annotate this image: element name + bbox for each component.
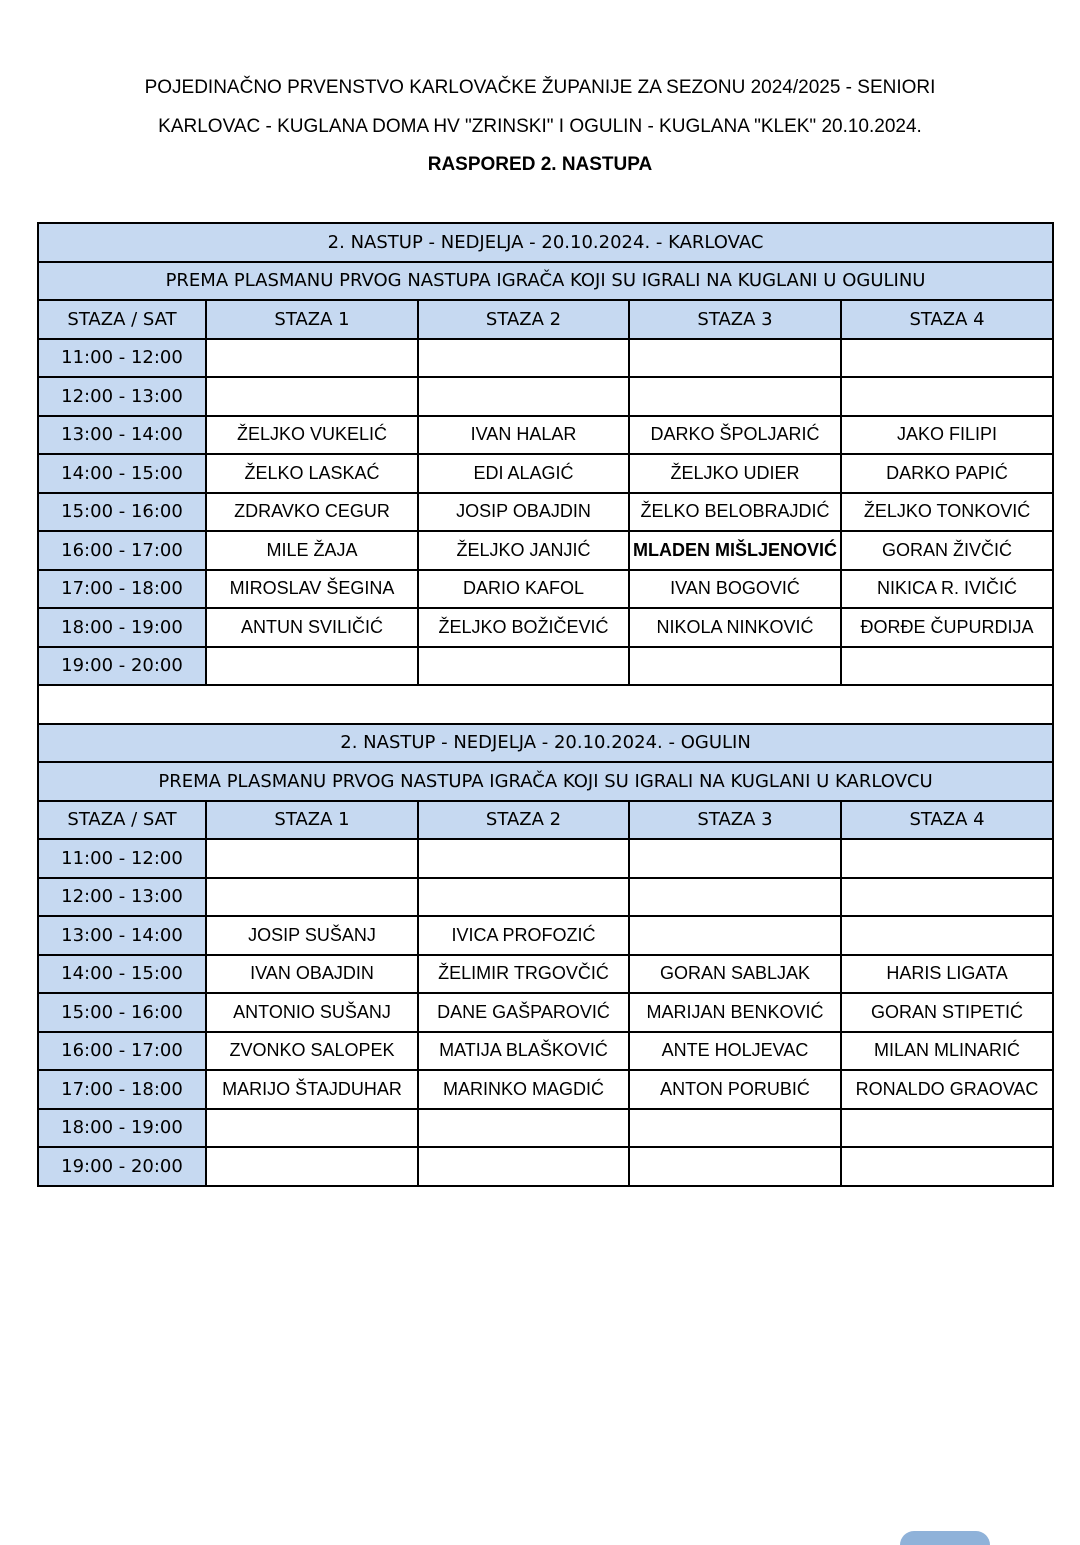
player-cell: ANTONIO SUŠANJ xyxy=(206,993,418,1032)
schedule-table xyxy=(37,222,1054,1187)
player-cell: GORAN STIPETIĆ xyxy=(841,993,1053,1032)
time-slot: 15:00 - 16:00 xyxy=(38,993,206,1032)
player-cell: ŽELJKO TONKOVIĆ xyxy=(841,493,1053,532)
player-cell: MARINKO MAGDIĆ xyxy=(418,1070,629,1109)
table-row xyxy=(38,878,1053,917)
column-header: STAZA 3 xyxy=(629,801,841,840)
player-cell: JOSIP OBAJDIN xyxy=(418,493,629,532)
player-cell: IVAN HALAR xyxy=(418,416,629,455)
ogulin-subtitle-row xyxy=(38,762,1053,801)
table-row xyxy=(38,454,1053,493)
player-cell: MATIJA BLAŠKOVIĆ xyxy=(418,1032,629,1071)
player-cell: DANE GAŠPAROVIĆ xyxy=(418,993,629,1032)
player-cell xyxy=(629,1109,841,1148)
karlovac-header-row xyxy=(38,300,1053,339)
player-cell xyxy=(418,647,629,686)
time-slot: 15:00 - 16:00 xyxy=(38,493,206,532)
table-row xyxy=(38,1070,1053,1109)
table-row xyxy=(38,1109,1053,1148)
player-cell: HARIS LIGATA xyxy=(841,955,1053,994)
time-slot: 17:00 - 18:00 xyxy=(38,570,206,609)
player-cell xyxy=(629,647,841,686)
time-slot: 14:00 - 15:00 xyxy=(38,454,206,493)
time-slot: 14:00 - 15:00 xyxy=(38,955,206,994)
player-cell: IVICA PROFOZIĆ xyxy=(418,916,629,955)
player-cell: ŽELKO BELOBRAJDIĆ xyxy=(629,493,841,532)
player-cell: DARIO KAFOL xyxy=(418,570,629,609)
player-cell: MIROSLAV ŠEGINA xyxy=(206,570,418,609)
player-cell xyxy=(629,377,841,416)
ogulin-section-subtitle: PREMA PLASMANU PRVOG NASTUPA IGRAČA KOJI SU IGRALI NA KUGLANI U KARLOVCU xyxy=(38,762,1053,801)
page-corner-shape xyxy=(900,1531,990,1545)
player-cell xyxy=(418,878,629,917)
ogulin-title-row xyxy=(38,724,1053,763)
player-cell xyxy=(418,1147,629,1186)
player-cell: NIKICA R. IVIČIĆ xyxy=(841,570,1053,609)
player-cell xyxy=(629,1147,841,1186)
table-row xyxy=(38,531,1053,570)
player-cell xyxy=(841,839,1053,878)
column-header: STAZA 4 xyxy=(841,801,1053,840)
player-cell xyxy=(206,1109,418,1148)
player-cell: ZVONKO SALOPEK xyxy=(206,1032,418,1071)
player-cell: ANTON PORUBIĆ xyxy=(629,1070,841,1109)
player-cell: ŽELJKO JANJIĆ xyxy=(418,531,629,570)
column-header: STAZA 1 xyxy=(206,300,418,339)
table-row xyxy=(38,608,1053,647)
player-cell xyxy=(629,339,841,378)
player-cell xyxy=(629,878,841,917)
time-slot: 16:00 - 17:00 xyxy=(38,531,206,570)
time-slot: 12:00 - 13:00 xyxy=(38,377,206,416)
time-slot: 19:00 - 20:00 xyxy=(38,647,206,686)
table-row xyxy=(38,1032,1053,1071)
column-header: STAZA 3 xyxy=(629,300,841,339)
player-cell: ANTE HOLJEVAC xyxy=(629,1032,841,1071)
table-row xyxy=(38,377,1053,416)
player-cell xyxy=(629,916,841,955)
ogulin-header-row xyxy=(38,801,1053,840)
player-cell: JAKO FILIPI xyxy=(841,416,1053,455)
player-cell: DARKO ŠPOLJARIĆ xyxy=(629,416,841,455)
table-row xyxy=(38,916,1053,955)
table-row xyxy=(38,339,1053,378)
column-header: STAZA 4 xyxy=(841,300,1053,339)
player-cell xyxy=(206,878,418,917)
player-cell: IVAN BOGOVIĆ xyxy=(629,570,841,609)
time-slot: 11:00 - 12:00 xyxy=(38,339,206,378)
time-slot: 18:00 - 19:00 xyxy=(38,1109,206,1148)
section-spacer xyxy=(38,685,1053,724)
player-cell: ZDRAVKO CEGUR xyxy=(206,493,418,532)
player-cell: MILE ŽAJA xyxy=(206,531,418,570)
time-slot: 18:00 - 19:00 xyxy=(38,608,206,647)
table-row xyxy=(38,416,1053,455)
player-cell xyxy=(418,1109,629,1148)
player-cell xyxy=(206,1147,418,1186)
section-spacer-row xyxy=(38,685,1053,724)
player-cell: ĐORĐE ČUPURDIJA xyxy=(841,608,1053,647)
player-cell: MLADEN MIŠLJENOVIĆ xyxy=(629,531,841,570)
time-slot: 11:00 - 12:00 xyxy=(38,839,206,878)
column-header: STAZA / SAT xyxy=(38,300,206,339)
player-cell xyxy=(206,377,418,416)
player-cell: ŽELJKO BOŽIČEVIĆ xyxy=(418,608,629,647)
player-cell xyxy=(418,839,629,878)
player-cell xyxy=(206,839,418,878)
column-header: STAZA / SAT xyxy=(38,801,206,840)
player-cell: JOSIP SUŠANJ xyxy=(206,916,418,955)
table-row xyxy=(38,570,1053,609)
document-title: POJEDINAČNO PRVENSTVO KARLOVAČKE ŽUPANIJE ZA SEZONU 2024/2025 - SENIORI xyxy=(144,77,936,98)
player-cell: ANTUN SVILIČIĆ xyxy=(206,608,418,647)
player-cell xyxy=(418,377,629,416)
time-slot: 17:00 - 18:00 xyxy=(38,1070,206,1109)
player-cell: IVAN OBAJDIN xyxy=(206,955,418,994)
player-cell: MARIJO ŠTAJDUHAR xyxy=(206,1070,418,1109)
player-cell: MILAN MLINARIĆ xyxy=(841,1032,1053,1071)
player-cell xyxy=(841,1147,1053,1186)
table-row xyxy=(38,993,1053,1032)
karlovac-title-row xyxy=(38,223,1053,262)
karlovac-section-title: 2. NASTUP - NEDJELJA - 20.10.2024. - KARLOVAC xyxy=(38,223,1053,262)
time-slot: 19:00 - 20:00 xyxy=(38,1147,206,1186)
player-cell: ŽELJKO VUKELIĆ xyxy=(206,416,418,455)
time-slot: 13:00 - 14:00 xyxy=(38,916,206,955)
player-cell xyxy=(206,339,418,378)
player-cell: ŽELJKO UDIER xyxy=(629,454,841,493)
column-header: STAZA 2 xyxy=(418,801,629,840)
table-row xyxy=(38,839,1053,878)
column-header: STAZA 2 xyxy=(418,300,629,339)
player-cell: RONALDO GRAOVAC xyxy=(841,1070,1053,1109)
karlovac-section-subtitle: PREMA PLASMANU PRVOG NASTUPA IGRAČA KOJI SU IGRALI NA KUGLANI U OGULINU xyxy=(38,262,1053,301)
time-slot: 16:00 - 17:00 xyxy=(38,1032,206,1071)
player-cell xyxy=(629,839,841,878)
schedule-title: RASPORED 2. NASTUPA xyxy=(427,154,653,175)
player-cell xyxy=(841,339,1053,378)
player-cell: GORAN SABLJAK xyxy=(629,955,841,994)
player-cell: EDI ALAGIĆ xyxy=(418,454,629,493)
column-header: STAZA 1 xyxy=(206,801,418,840)
player-cell: NIKOLA NINKOVIĆ xyxy=(629,608,841,647)
ogulin-section-title: 2. NASTUP - NEDJELJA - 20.10.2024. - OGULIN xyxy=(38,724,1053,763)
table-row xyxy=(38,647,1053,686)
player-cell: DARKO PAPIĆ xyxy=(841,454,1053,493)
venue-line: KARLOVAC - KUGLANA DOMA HV "ZRINSKI" I OGULIN - KUGLANA "KLEK" 20.10.2024. xyxy=(158,116,922,137)
player-cell: MARIJAN BENKOVIĆ xyxy=(629,993,841,1032)
time-slot: 12:00 - 13:00 xyxy=(38,878,206,917)
player-cell xyxy=(841,377,1053,416)
player-cell: GORAN ŽIVČIĆ xyxy=(841,531,1053,570)
karlovac-subtitle-row xyxy=(38,262,1053,301)
player-cell xyxy=(841,647,1053,686)
table-row xyxy=(38,1147,1053,1186)
player-cell: ŽELKO LASKAĆ xyxy=(206,454,418,493)
player-cell xyxy=(418,339,629,378)
player-cell: ŽELIMIR TRGOVČIĆ xyxy=(418,955,629,994)
player-cell xyxy=(841,1109,1053,1148)
time-slot: 13:00 - 14:00 xyxy=(38,416,206,455)
player-cell xyxy=(841,916,1053,955)
table-row xyxy=(38,493,1053,532)
player-cell xyxy=(206,647,418,686)
table-row xyxy=(38,955,1053,994)
player-cell xyxy=(841,878,1053,917)
